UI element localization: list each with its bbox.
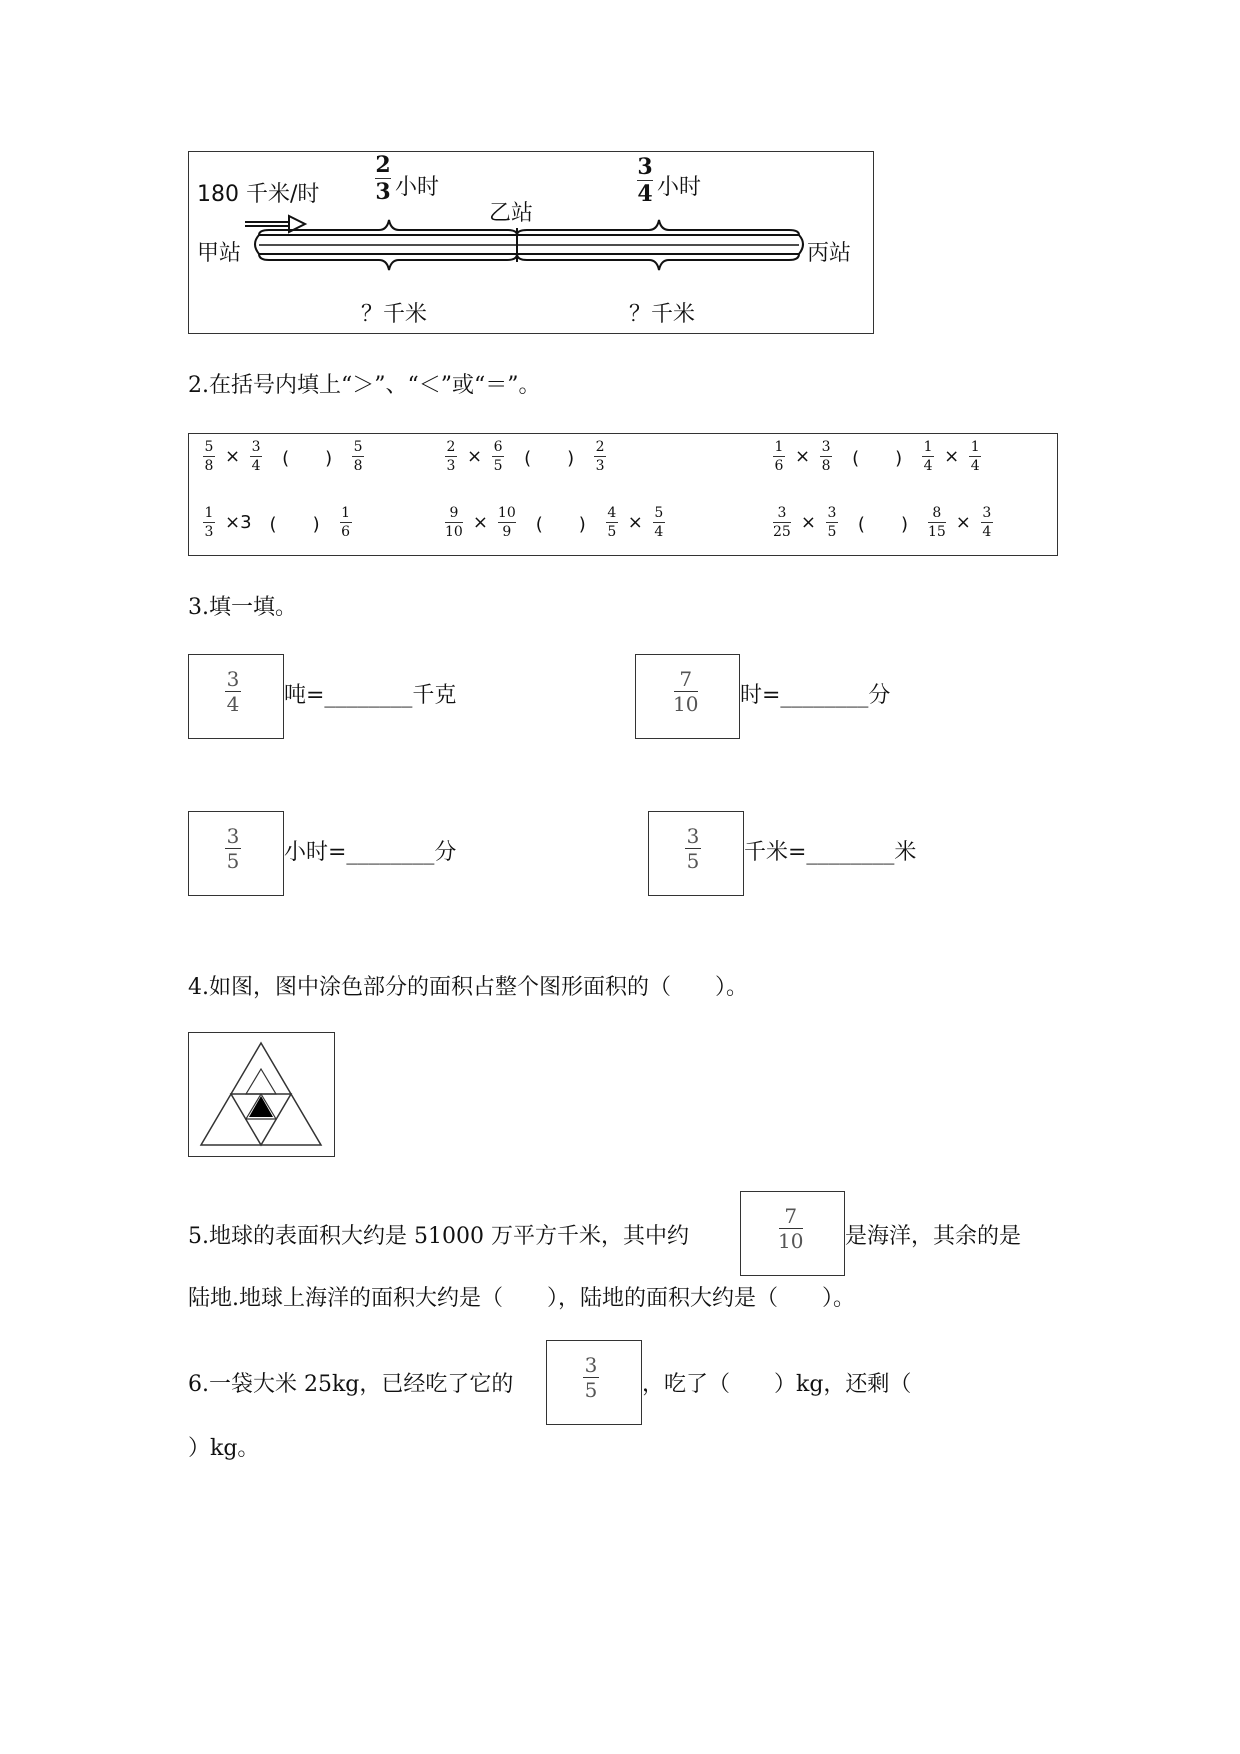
- compare-item-row2-2: [439, 506, 671, 539]
- q3-item2-fraction-box: 7 10: [635, 654, 740, 739]
- fraction: $\frac{9}{10}$: [445, 505, 463, 540]
- time2-unit: 小时: [657, 175, 702, 200]
- fraction: $\frac{1}{6}$: [341, 505, 351, 540]
- q5-line1-start: 5.地球的表面积大约是 51000 万平方千米，其中约: [188, 1224, 689, 1249]
- fraction: $\frac{2}{3}$: [595, 439, 605, 474]
- station-end: 丙站: [807, 241, 852, 266]
- q3-title: 3.填一填。: [188, 595, 297, 620]
- q3-item1-fraction-box: 3 4: [188, 654, 284, 739]
- fraction: $\frac{10}{9}$: [497, 505, 516, 540]
- distance2-label: ？千米: [629, 302, 696, 327]
- answer-blank[interactable]: ( ): [535, 513, 586, 535]
- q5-line1-end: 是海洋，其余的是: [845, 1224, 1022, 1249]
- fraction: $\frac{1}{4}$: [970, 439, 980, 474]
- q6-line1-end: ，吃了（ ）kg，还剩（: [642, 1372, 912, 1397]
- time1-fraction: 2 3: [375, 152, 391, 205]
- fraction: $\frac{6}{5}$: [493, 439, 503, 474]
- q5-fraction-box: 7 10: [740, 1191, 845, 1276]
- times-three: ×3: [225, 512, 252, 533]
- q2-title: 2.在括号内填上“＞”、“＜”或“＝”。: [188, 373, 541, 398]
- compare-item-row1-2: [439, 440, 612, 473]
- fraction: $\frac{8}{15}$: [927, 505, 946, 540]
- compare-item-row2-1: [197, 506, 358, 539]
- fraction: $\frac{5}{4}$: [654, 505, 664, 540]
- shaded-triangle: [249, 1096, 273, 1117]
- compare-item-row1-3: [767, 440, 987, 473]
- answer-blank[interactable]: ( ): [524, 447, 575, 469]
- fraction: $\frac{3}{25}$: [773, 505, 791, 540]
- q4-title: 4.如图，图中涂色部分的面积占整个图形面积的（ ）。: [188, 975, 748, 1000]
- fraction: $\frac{3}{5}$: [827, 505, 837, 540]
- q5-line2: 陆地.地球上海洋的面积大约是（ ），陆地的面积大约是（ ）。: [188, 1286, 855, 1311]
- q3-item3-text: 小时=________分: [284, 840, 457, 865]
- speed-label: 180 千米/时: [197, 182, 320, 207]
- compare-item-row1-1: [197, 440, 370, 473]
- times-sign: ×: [467, 446, 483, 467]
- compare-item-row2-3: [767, 506, 999, 539]
- q6-line1-start: 6.一袋大米 25kg，已经吃了它的: [188, 1372, 514, 1397]
- q3-item4-fraction-box: 3 5: [648, 811, 744, 896]
- fraction: $\frac{3}{4}$: [982, 505, 992, 540]
- fraction: $\frac{1}{6}$: [774, 439, 784, 474]
- times-sign: ×: [955, 512, 971, 533]
- fraction: $\frac{3}{8}$: [821, 439, 831, 474]
- q6-line2: ）kg。: [188, 1436, 260, 1461]
- answer-blank[interactable]: ( ): [269, 513, 320, 535]
- times-sign: ×: [225, 446, 241, 467]
- times-sign: ×: [472, 512, 488, 533]
- answer-blank[interactable]: ( ): [282, 447, 333, 469]
- q2-compare-table: [188, 433, 1058, 556]
- q3-item1-text: 吨=________千克: [284, 683, 457, 708]
- fraction: $\frac{5}{8}$: [204, 439, 214, 474]
- fraction: $\frac{2}{3}$: [446, 439, 456, 474]
- times-sign: ×: [944, 446, 960, 467]
- fraction: $\frac{5}{8}$: [353, 439, 363, 474]
- station-middle: 乙站: [489, 201, 534, 226]
- fraction: $\frac{1}{3}$: [204, 505, 214, 540]
- q3-item2-text: 时=________分: [740, 683, 891, 708]
- fraction: $\frac{1}{4}$: [923, 439, 933, 474]
- q3-item3-fraction-box: 3 5: [188, 811, 284, 896]
- times-sign: ×: [800, 512, 816, 533]
- time2-fraction: 3 4: [637, 154, 653, 207]
- q4-triangle-figure: [188, 1032, 335, 1157]
- answer-blank[interactable]: ( ): [852, 447, 903, 469]
- times-sign: ×: [627, 512, 643, 533]
- times-sign: ×: [795, 446, 811, 467]
- time1-unit: 小时: [395, 175, 440, 200]
- journey-diagram: [188, 151, 874, 334]
- q3-item4-text: 千米=________米: [744, 840, 917, 865]
- triangle-figure-drawing: [189, 1033, 334, 1156]
- fraction: $\frac{3}{4}$: [251, 439, 261, 474]
- answer-blank[interactable]: ( ): [857, 513, 908, 535]
- station-start: 甲站: [197, 241, 242, 266]
- distance1-label: ？千米: [361, 302, 428, 327]
- fraction: $\frac{4}{5}$: [607, 505, 617, 540]
- q6-fraction-box: 3 5: [546, 1340, 642, 1425]
